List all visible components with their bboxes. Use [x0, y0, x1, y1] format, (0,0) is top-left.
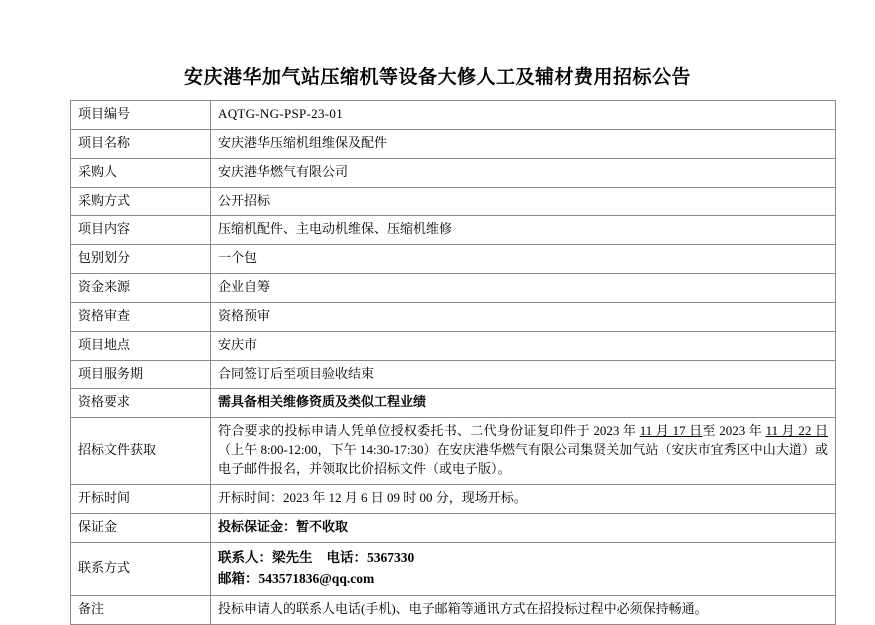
row-value-project-number: AQTG-NG-PSP-23-01: [211, 101, 836, 130]
row-label-purchase-method: 采购方式: [71, 187, 211, 216]
row-label-contact: 联系方式: [71, 542, 211, 595]
table-row: [71, 331, 836, 360]
contact-person-label: 联系人：: [218, 549, 272, 565]
row-value-package-division: 一个包: [211, 245, 836, 274]
table-row: [71, 274, 836, 303]
doc-acquire-part3: （上午 8:00-12:00，下午 14:30-17:30）在安庆港华燃气有限公司集贤关加气站（安庆市宜秀区中山大道）或电子邮件报名，并领取比价招标文件（或电子版）。: [218, 442, 828, 476]
row-value-document-acquisition: [211, 418, 836, 485]
contact-phone-number: 5367330: [367, 549, 415, 565]
row-value-project-name: 安庆港华压缩机组维保及配件: [211, 129, 836, 158]
row-value-purchase-method: 公开招标: [211, 187, 836, 216]
contact-email-line: [218, 568, 828, 590]
contact-email-label: 邮箱：: [218, 571, 259, 587]
doc-acquire-part1: 符合要求的投标申请人凭单位授权委托书、二代身份证复印件于 2023 年: [218, 423, 640, 439]
table-row: [71, 389, 836, 418]
contact-email-value: 543571836@qq.com: [258, 571, 375, 587]
table-row: [71, 245, 836, 274]
table-row: [71, 158, 836, 187]
row-value-purchaser: 安庆港华燃气有限公司: [211, 158, 836, 187]
row-label-project-location: 项目地点: [71, 331, 211, 360]
table-row: [71, 216, 836, 245]
row-label-project-name: 项目名称: [71, 129, 211, 158]
row-label-project-number: 项目编号: [71, 101, 211, 130]
table-row: [71, 513, 836, 542]
row-value-project-location: 安庆市: [211, 331, 836, 360]
row-label-qualification-review: 资格审查: [71, 302, 211, 331]
table-row: [71, 360, 836, 389]
row-label-remark: 备注: [71, 595, 211, 624]
row-label-package-division: 包别划分: [71, 245, 211, 274]
bid-announcement-table: [70, 100, 836, 625]
table-row: [71, 187, 836, 216]
row-value-service-period: 合同签订后至项目验收结束: [211, 360, 836, 389]
row-value-qualification-review: 资格预审: [211, 302, 836, 331]
row-value-deposit: 投标保证金：暂不收取: [211, 513, 836, 542]
row-label-purchaser: 采购人: [71, 158, 211, 187]
row-label-project-content: 项目内容: [71, 216, 211, 245]
table-row: [71, 129, 836, 158]
contact-person-name: 梁先生: [272, 549, 313, 565]
row-value-qualification-requirement: 需具备相关维修资质及类似工程业绩: [211, 389, 836, 418]
doc-acquire-part2: 至 2023 年: [702, 423, 766, 439]
row-label-document-acquisition: 招标文件获取: [71, 418, 211, 485]
table-row: [71, 542, 836, 595]
row-value-project-content: 压缩机配件、主电动机维保、压缩机维修: [211, 216, 836, 245]
row-value-contact: [211, 542, 836, 595]
page-title: 安庆港华加气站压缩机等设备大修人工及辅材费用招标公告: [183, 67, 691, 88]
row-label-deposit: 保证金: [71, 513, 211, 542]
row-label-fund-source: 资金来源: [71, 274, 211, 303]
table-row: [71, 418, 836, 485]
table-row: [71, 101, 836, 130]
table-row: [71, 484, 836, 513]
row-label-service-period: 项目服务期: [71, 360, 211, 389]
table-row: [71, 302, 836, 331]
row-label-qualification-requirement: 资格要求: [71, 389, 211, 418]
row-value-bid-opening-time: 开标时间：2023 年 12 月 6 日 09 时 00 分，现场开标。: [211, 484, 836, 513]
row-value-remark: 投标申请人的联系人电话(手机)、电子邮箱等通讯方式在招投标过程中必须保持畅通。: [211, 595, 836, 624]
row-value-fund-source: 企业自筹: [211, 274, 836, 303]
contact-phone-label: 电话：: [326, 549, 367, 565]
table-row: [71, 595, 836, 624]
row-label-bid-opening-time: 开标时间: [71, 484, 211, 513]
doc-acquire-date-from: 11 月 17 日: [639, 423, 703, 439]
doc-acquire-date-to: 11 月 22 日: [765, 423, 828, 439]
contact-person-line: [218, 547, 828, 569]
